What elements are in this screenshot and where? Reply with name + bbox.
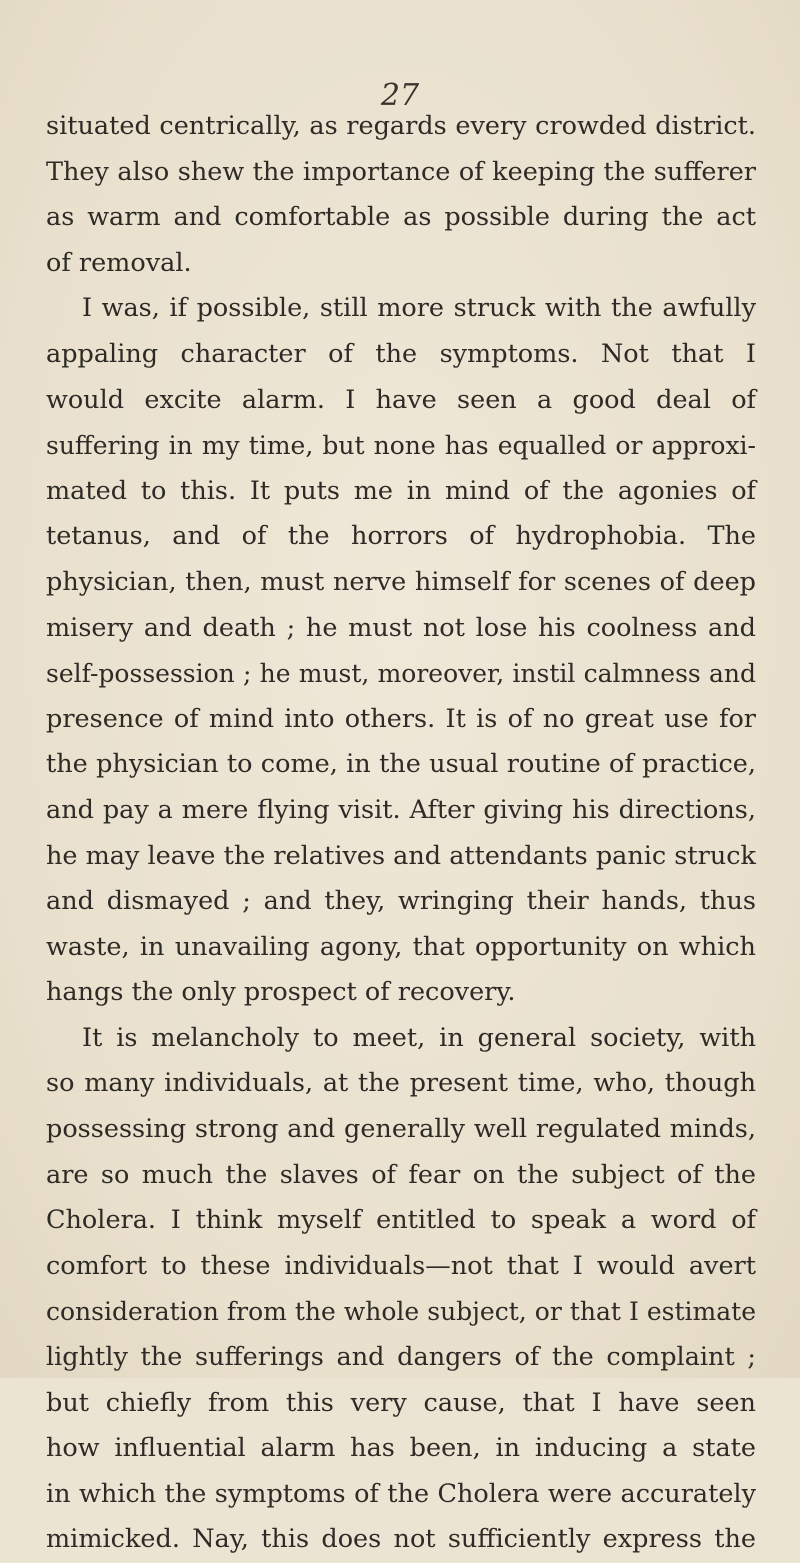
- text-line: mated to this. It puts me in mind of the agonies of: [46, 475, 756, 506]
- text-line: suffering in my time, but none has equalled or approxi-: [46, 431, 756, 461]
- text-line: situated centrically, as regards every crowded district.: [46, 111, 756, 141]
- text-line: so many individuals, at the present time, who, though: [46, 1068, 756, 1099]
- text-line: are so much the slaves of fear on the subject of the: [46, 1159, 756, 1190]
- text-line: misery and death ; he must not lose his coolness and: [46, 612, 756, 643]
- text-line: but chiefly from this very cause, that I have seen: [46, 1387, 756, 1418]
- text-line: the physician to come, in the usual routine of practice,: [46, 749, 756, 780]
- body-text: [46, 104, 756, 1563]
- text-line: comfort to these individuals—not that I would avert: [46, 1250, 756, 1281]
- text-line: I was, if possible, still more struck with the awfully: [82, 293, 756, 324]
- text-line: They also shew the importance of keeping the sufferer: [46, 156, 756, 187]
- text-line: consideration from the whole subject, or that I estimate: [46, 1297, 756, 1327]
- text-line: of removal.: [46, 247, 192, 278]
- text-line: and dismayed ; and they, wringing their hands, thus: [46, 886, 756, 917]
- text-line: Cholera. I think myself entitled to speak a word of: [46, 1205, 756, 1236]
- text-line: as warm and comfortable as possible during the act: [46, 202, 756, 233]
- text-line: would excite alarm. I have seen a good deal of: [46, 384, 756, 415]
- text-line: and pay a mere flying visit. After giving his directions,: [46, 794, 756, 825]
- text-line: in which the symptoms of the Cholera were accurately: [46, 1478, 756, 1509]
- page-number: 27: [380, 78, 420, 113]
- text-line: self-possession ; he must, moreover, instil calmness and: [46, 659, 756, 689]
- text-line: waste, in unavailing agony, that opportunity on which: [46, 931, 756, 962]
- text-line: tetanus, and of the horrors of hydrophobia. The: [46, 521, 756, 552]
- text-line: hangs the only prospect of recovery.: [46, 977, 516, 1008]
- text-line: physician, then, must nerve himself for scenes of deep: [46, 566, 756, 597]
- text-line: It is melancholy to meet, in general society, with: [82, 1022, 756, 1053]
- text-line: mimicked. Nay, this does not sufficiently express the: [46, 1524, 756, 1555]
- text-line: presence of mind into others. It is of no great use for: [46, 703, 756, 734]
- text-line: how influential alarm has been, in inducing a state: [46, 1433, 756, 1464]
- text-line: appaling character of the symptoms. Not that I: [46, 338, 756, 369]
- text-line: possessing strong and generally well regulated minds,: [46, 1114, 756, 1145]
- text-line: he may leave the relatives and attendants panic struck: [46, 840, 756, 871]
- text-line: lightly the sufferings and dangers of the complaint ;: [46, 1342, 756, 1373]
